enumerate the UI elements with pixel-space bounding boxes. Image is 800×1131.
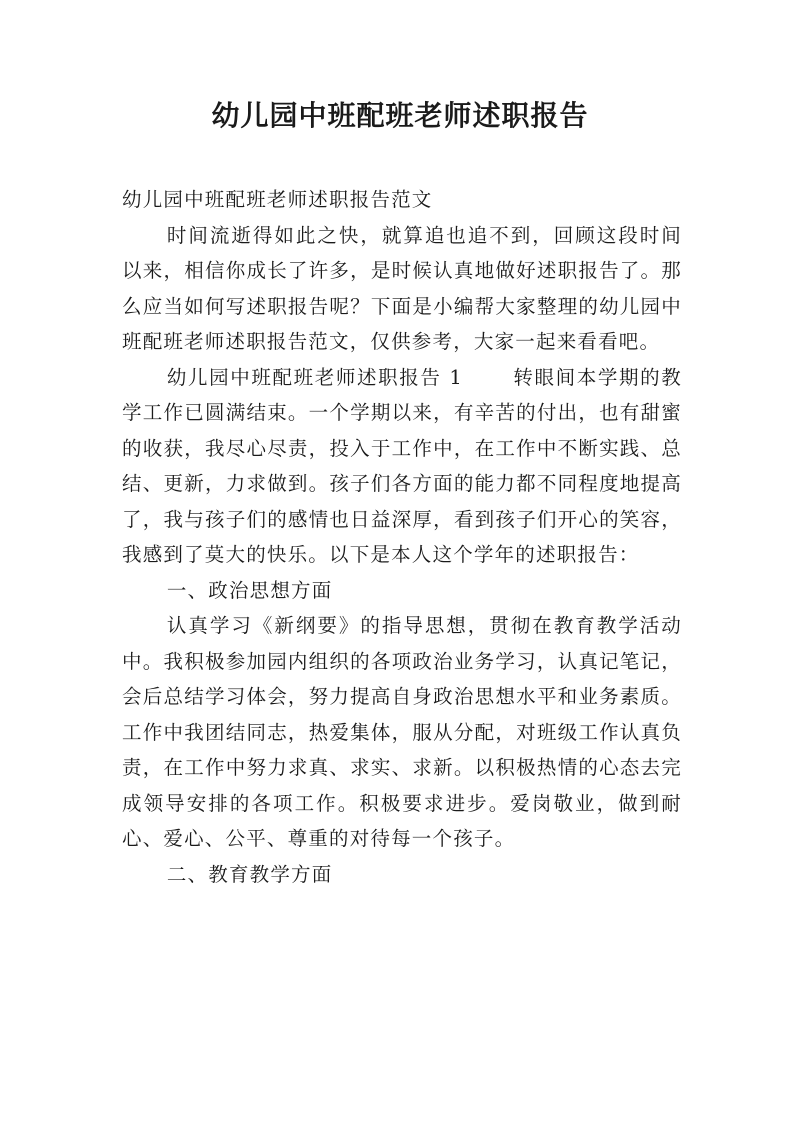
report-intro-text: 转眼间本学期的教学工作已圆满结束。一个学期以来，有辛苦的付出，也有甜蜜的收获，我尽心尽责，投入于工作中，在工作中不断实践、总结、更新，力求做到。孩子们各方面的能力都不同程度地提高了，我与孩子们的感情也日益深厚，看到孩子们开心的笑容，我感到了莫大的快乐。以下是本人这个学年的述职报告： bbox=[122, 365, 683, 566]
section-1-heading: 一、政治思想方面 bbox=[166, 578, 333, 602]
document-subtitle: 幼儿园中班配班老师述职报告范文 bbox=[122, 188, 433, 211]
section-1-paragraph: 认真学习《新纲要》的指导思想，贯彻在教育教学活动中。我积极参加园内组织的各项政治业务学习，认真记笔记，会后总结学习体会，努力提高自身政治思想水平和业务素质。工作中我团结同志，热爱集体，服从分配，对班级工作认真负责，在工作中努力求真、求实、求新。以积极热情的心态去完成领导安排的各项工作。积极要求进步。爱岗敬业，做到耐心、爱心、公平、尊重的对待每一个孩子。 bbox=[122, 614, 682, 850]
section-2-heading: 二、教育教学方面 bbox=[166, 862, 333, 886]
intro-paragraph: 时间流逝得如此之快，就算追也追不到，回顾这段时间以来，相信你成长了许多，是时候认真地做好述职报告了。那么应当如何写述职报告呢？下面是小编帮大家整理的幼儿园中班配班老师述职报告范文，仅供参考，大家一起来看看吧。 bbox=[122, 223, 682, 353]
report-paragraph bbox=[122, 360, 682, 573]
document-title: 幼儿园中班配班老师述职报告 bbox=[211, 99, 589, 132]
document-body bbox=[122, 182, 682, 892]
report-heading: 幼儿园中班配班老师述职报告 1 bbox=[166, 365, 463, 389]
